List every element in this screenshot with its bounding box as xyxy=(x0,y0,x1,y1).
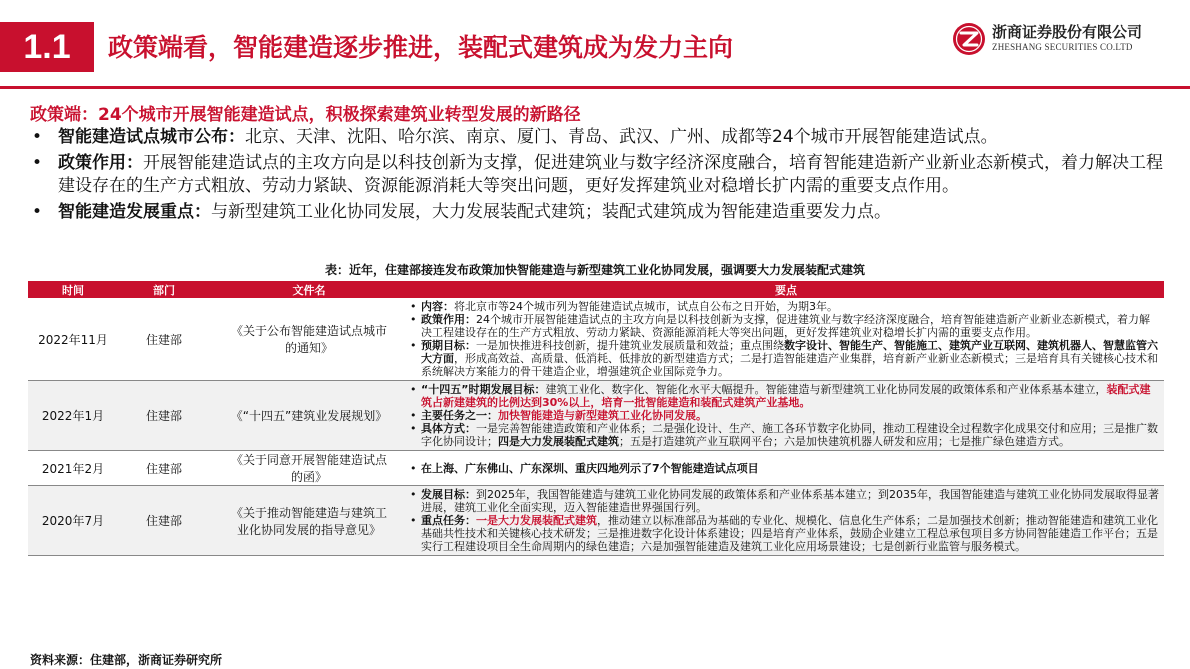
cell-time: 2022年11月 xyxy=(28,298,118,381)
point-text: ，推动建立以标准部品为基础的专业化、规模化、信息化生产体系；二是加强技术创新；推动智能建造和建筑工业化基础共性技术和关键核心技术研发；三是推进数字化设计体系建设；四是培育产业体系，鼓励企业建立工程总承包项目多方协同智能建造工作平台；五是实行工程建设项目全生命周期内的绿色建造；六是加强智能建造及建筑工业化应用场景建设；七是创新行业监管与服务模式。 xyxy=(421,514,1158,553)
bullet-label: 智能建造试点城市公布： xyxy=(58,127,245,147)
title-divider xyxy=(0,86,1190,89)
bold-text: 内容： xyxy=(421,300,454,313)
section-number: 1.1 xyxy=(0,22,94,72)
bold-text: 重点任务： xyxy=(421,514,476,527)
point-text: 建筑工业化、数字化、智能化水平大幅提升。智能建造与新型建筑工业化协同发展的政策体系和产业体系基本建立， xyxy=(545,383,1107,396)
bullet-dot: • xyxy=(410,313,417,326)
point-text: 将北京市等24个城市列为智能建造试点城市，试点自公布之日开始，为期3年。 xyxy=(454,300,838,313)
highlight-text: 一是大力发展装配式建筑 xyxy=(476,514,597,527)
cell-dept: 住建部 xyxy=(118,451,210,486)
bold-text: 具体方式： xyxy=(421,422,476,435)
key-point xyxy=(408,339,1160,378)
key-point xyxy=(408,488,1160,514)
cell-points xyxy=(408,486,1164,556)
zheshang-logo-icon xyxy=(952,22,986,56)
source-note: 资料来源：住建部，浙商证券研究所 xyxy=(30,653,223,667)
bullet-dot: • xyxy=(410,339,417,352)
cell-dept: 住建部 xyxy=(118,486,210,556)
bullet-dot: • xyxy=(410,383,417,396)
table-row xyxy=(28,381,1164,451)
bullet-item: • 智能建造试点城市公布：北京、天津、沈阳、哈尔滨、南京、厦门、青岛、武汉、广州、成都等24个城市开展智能建造试点。 xyxy=(32,127,998,147)
bullet-dot: • xyxy=(410,461,417,475)
point-text: 到2025年，我国智能建造与建筑工业化协同发展的政策体系和产业体系基本建立；到2035年，我国智能建造与建筑工业化协同发展取得显著进展，建筑工业化全面实现，迈入智能建造世界强国行列。 xyxy=(421,488,1159,514)
highlight-text: 装配式建筑占新建建筑的比例达到30%以上，培育一批智能建造和装配式建筑产业基地。 xyxy=(421,383,1151,409)
bold-text: 政策作用： xyxy=(421,313,476,326)
bullet-item: • 智能建造发展重点：与新型建筑工业化协同发展，大力发展装配式建筑；装配式建筑成为智能建造重要发力点。 xyxy=(32,202,891,222)
table-row xyxy=(28,298,1164,381)
bullet-dot: • xyxy=(410,514,417,527)
policy-table xyxy=(28,281,1164,556)
cell-file: 《关于公布智能建造试点城市的通知》 xyxy=(210,298,408,381)
cell-time: 2020年7月 xyxy=(28,486,118,556)
bullet-label: 政策作用： xyxy=(58,153,143,173)
cell-dept: 住建部 xyxy=(118,298,210,381)
bold-text: 数字设计、智能生产、智能施工、建筑产业互联网、建筑机器人、智慧监管六大方面 xyxy=(421,339,1158,365)
cell-time: 2022年1月 xyxy=(28,381,118,451)
bullet-dot: • xyxy=(410,422,417,435)
key-point xyxy=(408,300,1160,313)
cell-file: 《关于同意开展智能建造试点的函》 xyxy=(210,451,408,486)
point-text: ；五是打造建筑产业互联网平台；六是加快建筑机器人研发和应用；七是推广绿色建造方式。 xyxy=(619,435,1070,448)
bold-text: 四是大力发展装配式建筑 xyxy=(498,435,619,448)
bullet-text: 开展智能建造试点的主攻方向是以科技创新为支撑，促进建筑业与数字经济深度融合，培育智能建造新产业新业态新模式，着力解决工程建设存在的生产方式粗放、劳动力紧缺、资源能源消耗大等突出问题，更好发挥建筑业对稳增长扩内需的重要支点作用。 xyxy=(58,153,1163,196)
table-row xyxy=(28,486,1164,556)
key-point xyxy=(408,383,1160,409)
section-subtitle: 政策端：24个城市开展智能建造试点，积极探索建筑业转型发展的新路径 xyxy=(30,105,581,125)
header-dept: 部门 xyxy=(118,281,210,298)
highlight-text: 加快智能建造与新型建筑工业化协同发展。 xyxy=(498,409,707,422)
bullet-text: 与新型建筑工业化协同发展，大力发展装配式建筑；装配式建筑成为智能建造重要发力点。 xyxy=(211,202,891,222)
bold-text: 预期目标： xyxy=(421,339,476,352)
page-title: 政策端看，智能建造逐步推进，装配式建筑成为发力主向 xyxy=(108,33,734,62)
key-point xyxy=(408,313,1160,339)
key-point xyxy=(408,514,1160,553)
logo-english-name: ZHESHANG SECURITIES CO.LTD xyxy=(992,42,1133,52)
bold-text: 发展目标： xyxy=(421,488,476,501)
bullet-list xyxy=(30,126,1170,227)
cell-file: 《关于推动智能建造与建筑工业化协同发展的指导意见》 xyxy=(210,486,408,556)
bullet-dot: • xyxy=(410,488,417,501)
header-time: 时间 xyxy=(28,281,118,298)
bullet-label: 智能建造发展重点： xyxy=(58,202,211,222)
cell-time: 2021年2月 xyxy=(28,451,118,486)
cell-points xyxy=(408,298,1164,381)
bold-text: 在上海、广东佛山、广东深圳、重庆四地列示了7个智能建造试点项目 xyxy=(421,461,759,475)
header-file: 文件名 xyxy=(210,281,408,298)
key-point xyxy=(408,409,1160,422)
point-text: ，形成高效益、高质量、低消耗、低排放的新型建造方式；二是打造智能建造产业集群，培育新产业新业态新模式；三是培育具有关键核心技术和系统解决方案能力的骨干建造企业，增强建筑企业国际竞争力。 xyxy=(421,352,1158,378)
company-logo xyxy=(952,18,1182,62)
cell-points xyxy=(408,451,1164,486)
key-point xyxy=(408,462,1160,475)
cell-dept: 住建部 xyxy=(118,381,210,451)
table-caption: 表：近年，住建部接连发布政策加快智能建造与新型建筑工业化协同发展，强调要大力发展装配式建筑 xyxy=(324,263,865,277)
point-text: 一是加快推进科技创新，提升建筑业发展质量和效益；重点围绕 xyxy=(476,339,784,352)
bold-text: 主要任务之一： xyxy=(421,409,498,422)
bullet-dot: • xyxy=(410,300,417,313)
bullet-item: • 政策作用：开展智能建造试点的主攻方向是以科技创新为支撑，促进建筑业与数字经济深度融合，培育智能建造新产业新业态新模式，着力解决工程建设存在的生产方式粗放、劳动力紧缺、资源能源消耗大等突出问题，更好发挥建筑业对稳增长扩内需的重要支点作用。 xyxy=(32,153,1163,196)
table-header-row xyxy=(28,281,1164,298)
bullet-dot: • xyxy=(410,409,417,422)
point-text: 24个城市开展智能建造试点的主攻方向是以科技创新为支撑，促进建筑业与数字经济深度融合，培育智能建造新产业新业态新模式，着力解决工程建设存在的生产方式粗放、劳动力紧缺、资源能源消耗大等突出问题，更好发挥建筑业对稳增长扩内需的重要支点作用。 xyxy=(421,313,1150,339)
logo-chinese-name: 浙商证券股份有限公司 xyxy=(992,23,1143,41)
table-row xyxy=(28,451,1164,486)
cell-points xyxy=(408,381,1164,451)
bullet-text: 北京、天津、沈阳、哈尔滨、南京、厦门、青岛、武汉、广州、成都等24个城市开展智能建造试点。 xyxy=(245,127,998,147)
point-text: 一是完善智能建造政策和产业体系；二是强化设计、生产、施工各环节数字化协同，推动工程建设全过程数字化成果交付和应用；三是推广数字化协同设计； xyxy=(421,422,1158,448)
bold-text: “十四五”时期发展目标： xyxy=(421,383,546,396)
header-points: 要点 xyxy=(408,281,1164,298)
cell-file: 《“十四五”建筑业发展规划》 xyxy=(210,381,408,451)
key-point xyxy=(408,422,1160,448)
